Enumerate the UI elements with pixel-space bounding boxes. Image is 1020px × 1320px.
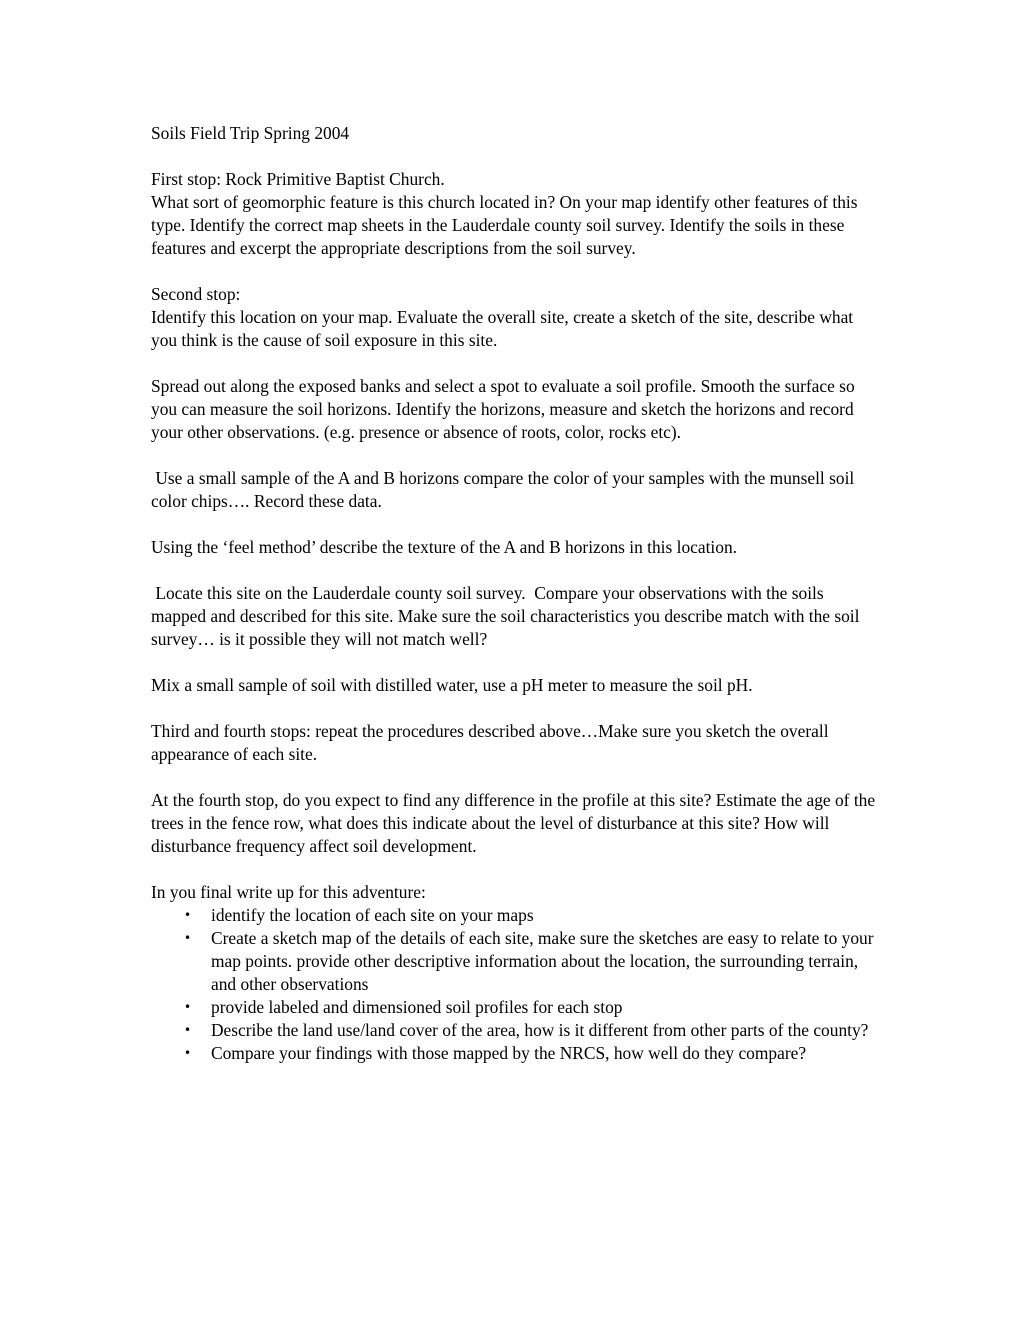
second-stop-text: Identify this location on your map. Evaluate the overall site, create a sketch of the site, describe what you think is the cause of soil exposure in this site. [151,307,854,350]
bullet-icon: • [184,1000,192,1014]
soil-profile-paragraph: Spread out along the exposed banks and select a spot to evaluate a soil profile. Smooth the surface so you can measure the soil horizons. Identify the horizons, measure and sketch the horizons and record your other observations. (e.g. presence or absence of roots, color, rocks etc). [151,376,855,442]
bullet-icon: • [184,1023,192,1037]
list-item [151,1019,881,1042]
list-item-text: Compare your findings with those mapped by the NRCS, how well do they compare? [211,1043,807,1063]
writeup-intro: In you final write up for this adventure: [151,882,426,902]
list-item-text: Describe the land use/land cover of the area, how is it different from other parts of the county? [211,1020,869,1040]
ph-paragraph: Mix a small sample of soil with distilled water, use a pH meter to measure the soil pH. [151,675,753,695]
bullet-icon: • [184,908,192,922]
list-item [151,996,881,1019]
first-stop-text: What sort of geomorphic feature is this church located in? On your map identify other features of this type. Identify the correct map sheets in the Lauderdale county soil survey. Identify the soils in these features and excerpt the appropriate descriptions from the soil survey. [151,192,858,258]
second-stop-heading: Second stop: [151,284,241,304]
third-fourth-stops-paragraph: Third and fourth stops: repeat the procedures described above…Make sure you sketch the overall appearance of each site. [151,721,829,764]
writeup-section [151,881,881,1065]
feel-method-paragraph: Using the ‘feel method’ describe the texture of the A and B horizons in this location. [151,537,737,557]
list-item [151,1042,881,1065]
bullet-icon: • [184,1046,192,1060]
document-page [151,122,881,1065]
second-stop-paragraph [151,283,881,352]
list-item [151,904,881,927]
fourth-stop-paragraph: At the fourth stop, do you expect to find any difference in the profile at this site? Estimate the age of the trees in the fence row, what does this indicate about the level of disturbance at this site? How will disturbance frequency affect soil development. [151,790,876,856]
list-item [151,927,881,996]
bullet-icon: • [184,931,192,945]
list-item-text: Create a sketch map of the details of each site, make sure the sketches are easy to relate to your map points. provide other descriptive information about the location, the surrounding terrain, and other observations [211,928,874,994]
list-item-text: provide labeled and dimensioned soil profiles for each stop [211,997,623,1017]
color-sample-paragraph: Use a small sample of the A and B horizons compare the color of your samples with the munsell soil color chips…. Record these data. [151,468,859,511]
writeup-list [151,904,881,1065]
soil-survey-paragraph: Locate this site on the Lauderdale county soil survey. Compare your observations with the soils mapped and described for this site. Make sure the soil characteristics you describe match with the soil survey… is it possible they will not match well? [151,583,864,649]
list-item-text: identify the location of each site on your maps [211,905,534,925]
document-title: Soils Field Trip Spring 2004 [151,123,350,143]
first-stop-heading: First stop: Rock Primitive Baptist Church. [151,169,445,189]
first-stop-paragraph [151,168,881,260]
